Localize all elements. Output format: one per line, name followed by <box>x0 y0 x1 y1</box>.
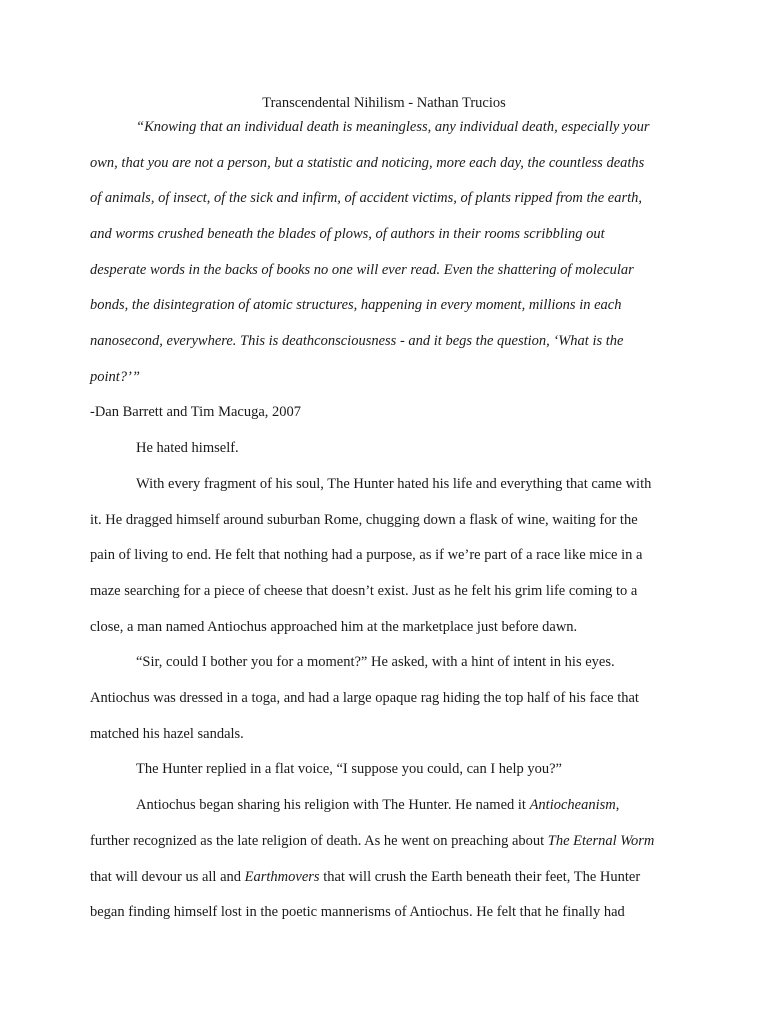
epigraph-line: and worms crushed beneath the blades of plows, of authors in their rooms scribbling out <box>90 226 605 242</box>
body-paragraph-line <box>90 831 690 851</box>
body-paragraph-line: it. He dragged himself around suburban Rome, chugging down a flask of wine, waiting for the <box>90 512 638 528</box>
text-run: that will devour us all and <box>90 869 245 885</box>
body-paragraph-line: He hated himself. <box>136 440 239 456</box>
italic-term: The Eternal Worm <box>547 833 655 849</box>
body-paragraph-line: maze searching for a piece of cheese that doesn’t exist. Just as he felt his grim life coming to a <box>90 583 638 599</box>
body-paragraph-line <box>136 795 736 815</box>
italic-term: Earthmovers <box>244 869 320 885</box>
text-run: Antiochus began sharing his religion with The Hunter. He named it <box>136 797 530 813</box>
epigraph-line: of animals, of insect, of the sick and infirm, of accident victims, of plants ripped from the earth, <box>90 190 643 206</box>
body-paragraph-line: matched his hazel sandals. <box>90 726 244 742</box>
epigraph-line: “Knowing that an individual death is meaningless, any individual death, especially your <box>136 119 650 135</box>
text-run: further recognized as the late religion of death. As he went on preaching about <box>90 833 548 849</box>
epigraph-line: nanosecond, everywhere. This is deathconsciousness - and it begs the question, ‘What is the <box>90 333 624 349</box>
body-paragraph-line <box>90 867 690 887</box>
body-paragraph-line: The Hunter replied in a flat voice, “I suppose you could, can I help you?” <box>136 761 562 777</box>
epigraph-line: own, that you are not a person, but a statistic and noticing, more each day, the countless deaths <box>90 155 645 171</box>
body-paragraph-line: With every fragment of his soul, The Hunter hated his life and everything that came with <box>136 476 652 492</box>
text-run: , <box>615 797 620 813</box>
epigraph-line: bonds, the disintegration of atomic structures, happening in every moment, millions in each <box>90 297 622 313</box>
body-paragraph-line: close, a man named Antiochus approached him at the marketplace just before dawn. <box>90 619 578 635</box>
religion-name: Antiocheanism <box>529 797 616 813</box>
document-title: Transcendental Nihilism - Nathan Trucios <box>262 95 506 111</box>
body-paragraph-line: “Sir, could I bother you for a moment?” He asked, with a hint of intent in his eyes. <box>136 654 615 670</box>
epigraph-attribution: -Dan Barrett and Tim Macuga, 2007 <box>90 404 302 420</box>
epigraph-line: point?’” <box>90 369 140 385</box>
body-paragraph-line: pain of living to end. He felt that nothing had a purpose, as if we’re part of a race like mice in a <box>90 547 643 563</box>
epigraph-line: desperate words in the backs of books no one will ever read. Even the shattering of molecular <box>90 262 634 278</box>
body-paragraph-line: began finding himself lost in the poetic mannerisms of Antiochus. He felt that he finally had <box>90 904 625 920</box>
text-run: that will crush the Earth beneath their feet, The Hunter <box>319 869 641 885</box>
body-paragraph-line: Antiochus was dressed in a toga, and had a large opaque rag hiding the top half of his face that <box>90 690 639 706</box>
